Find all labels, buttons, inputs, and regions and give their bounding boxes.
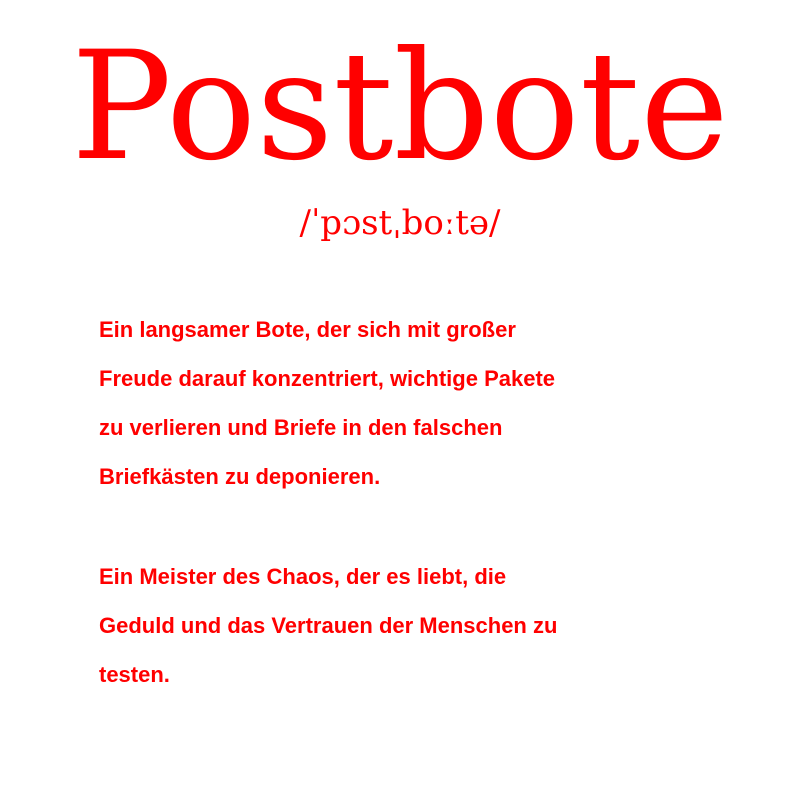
definition-line: testen. <box>99 662 170 687</box>
definition-line: Geduld und das Vertrauen der Menschen zu <box>99 613 558 638</box>
word-title: Postbote <box>71 20 729 194</box>
definition-line: zu verlieren und Briefe in den falschen <box>99 415 503 440</box>
definition-1 <box>99 305 719 501</box>
definition-2 <box>99 552 719 699</box>
definition-line: Briefkästen zu deponieren. <box>99 464 381 489</box>
definition-line: Ein Meister des Chaos, der es liebt, die <box>99 564 507 589</box>
definition-line: Ein langsamer Bote, der sich mit großer <box>99 317 516 342</box>
pronunciation: /ˈpɔstˌboːtə/ <box>299 203 501 243</box>
definition-line: Freude darauf konzentriert, wichtige Pakete <box>99 366 556 391</box>
